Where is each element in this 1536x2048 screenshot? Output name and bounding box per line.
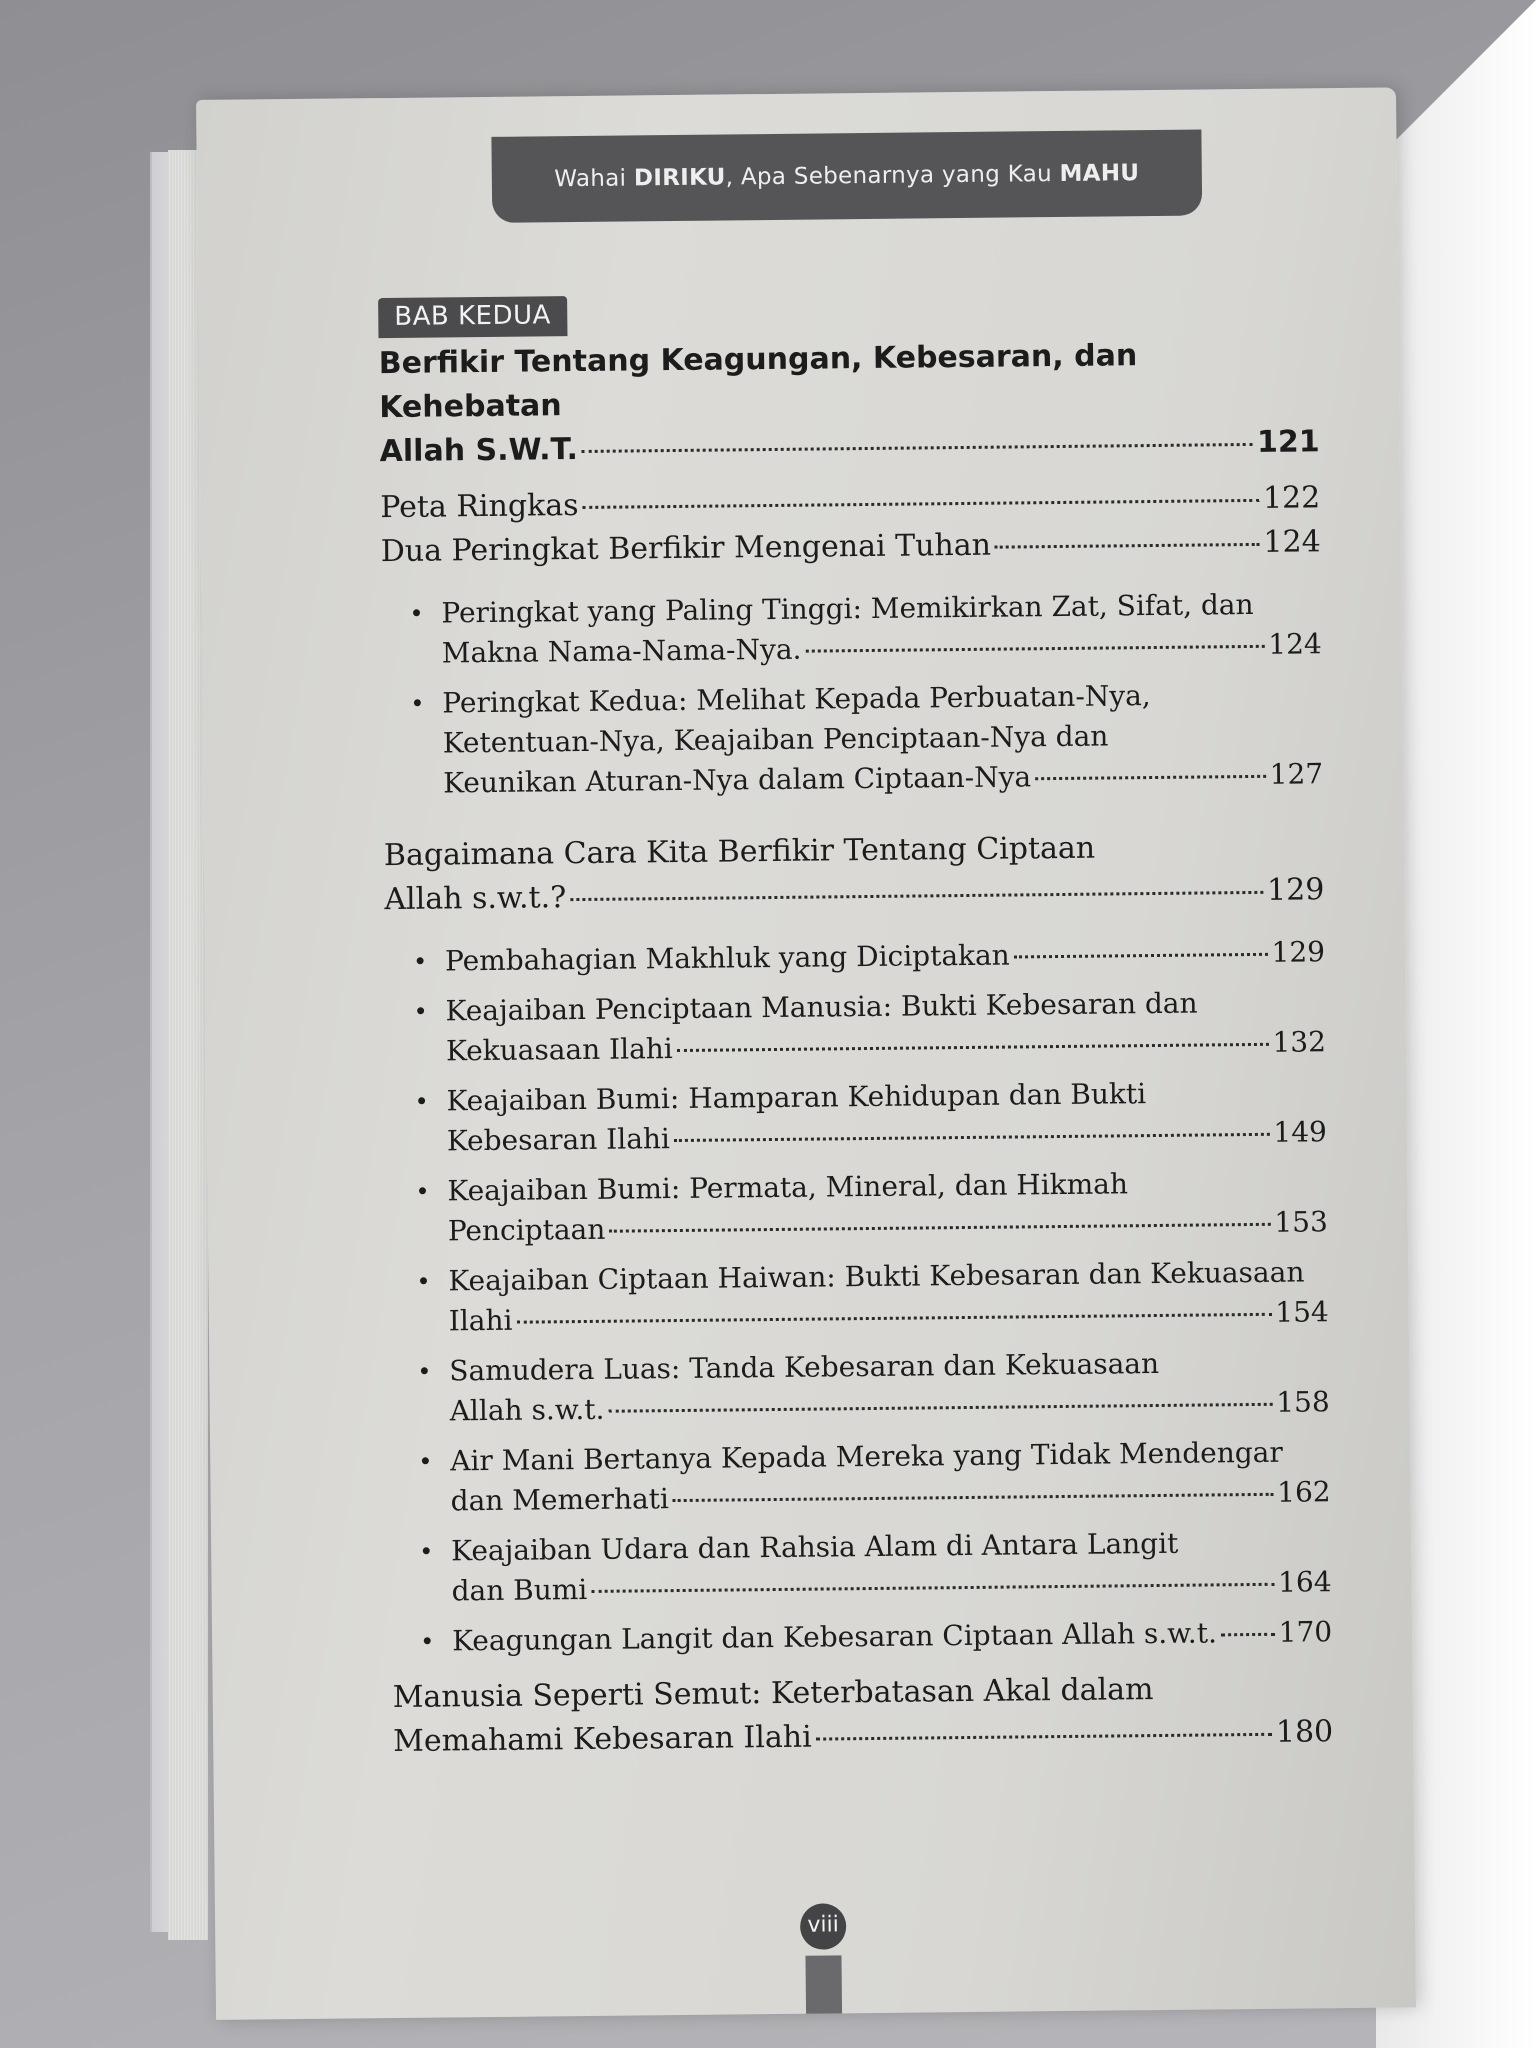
sub-entry-last-row [451, 1562, 1331, 1611]
dot-leader [609, 1223, 1270, 1233]
sub-entry-page-number: 149 [1273, 1115, 1328, 1149]
sub-entry-last-line: dan Bumi [451, 1572, 588, 1608]
header-bold-diriku: DIRIKU [633, 164, 726, 192]
sub-entry-line: Keajaiban Bumi: Hamparan Kehidupan dan Bukti [446, 1077, 1147, 1118]
sub-entry-last-row [447, 1112, 1327, 1161]
section-line: Bagaimana Cara Kita Berfikir Tentang Ciptaan [383, 830, 1096, 874]
chapter-title-line1: Berfikir Tentang Keagungan, Kebesaran, dan Kehebatan [378, 338, 1138, 426]
sub-entry-last-line: Kebesaran Ilahi [446, 1122, 671, 1158]
sub-entry-last-line: dan Memerhati [450, 1482, 670, 1518]
sub-entry [409, 584, 1322, 673]
entry-label: Peta Ringkas [380, 488, 579, 526]
bullet-icon: • [415, 1177, 430, 1206]
sub-entry-list [385, 932, 1332, 1662]
sub-entry [414, 1072, 1328, 1161]
dot-leader [995, 543, 1259, 549]
sub-entry-page-number: 129 [1271, 935, 1326, 969]
sub-entry-page-number: 124 [1268, 627, 1322, 661]
book-page [196, 87, 1416, 2019]
section-line: Manusia Seperti Semut: Keterbatasan Akal dalam [392, 1672, 1154, 1716]
sub-entry-page-number: 170 [1278, 1615, 1333, 1649]
sub-entry-last-line: Allah s.w.t. [449, 1392, 605, 1428]
sub-entry-last-row [452, 1612, 1332, 1661]
sub-entry [412, 932, 1326, 981]
dot-leader [673, 1493, 1273, 1502]
header-middle: , Apa Sebenarnya yang Kau [725, 160, 1060, 191]
bullet-icon: • [410, 689, 425, 718]
sub-entry-line: Keajaiban Bumi: Permata, Mineral, dan Hikmah [447, 1167, 1129, 1208]
sub-entry-page-number: 154 [1275, 1295, 1329, 1329]
section-page-number: 129 [1266, 872, 1325, 908]
dot-leader [674, 1133, 1270, 1142]
bullet-icon: • [413, 997, 428, 1026]
dot-leader [816, 1733, 1272, 1741]
bullet-icon: • [409, 599, 424, 628]
sub-entry-page-number: 132 [1272, 1025, 1327, 1059]
bullet-icon: • [420, 1627, 435, 1656]
table-of-contents [378, 288, 1333, 1764]
bullet-icon: • [414, 1087, 429, 1116]
sub-entry-last-line: Penciptaan [447, 1212, 606, 1248]
entry-page-number: 124 [1263, 524, 1321, 560]
dot-leader [517, 1313, 1272, 1324]
sub-entry-last-row [450, 1382, 1330, 1431]
sub-entry-last-line: Kekuasaan Ilahi [445, 1032, 673, 1068]
sub-entry-last-row [450, 1472, 1330, 1521]
sub-entry-last-row [446, 1022, 1326, 1071]
bullet-icon: • [416, 1267, 431, 1296]
sub-entry-last-line: Keunikan Aturan-Nya dalam Ciptaan-Nya [442, 760, 1032, 800]
bullet-icon: • [412, 947, 428, 976]
dot-leader [582, 443, 1253, 453]
sub-entry-line: Keajaiban Penciptaan Manusia: Bukti Kebesaran dan [445, 986, 1198, 1028]
sub-entry-line: Ketentuan-Nya, Keajaiban Penciptaan-Nya dan [442, 719, 1109, 760]
chapter-tag: BAB KEDUA [378, 296, 567, 338]
bullet-icon: • [418, 1447, 433, 1476]
sub-entry [419, 1522, 1332, 1611]
toc-section-entry [393, 1666, 1334, 1764]
sub-entry-last-line: Ilahi [448, 1303, 513, 1338]
header-prefix: Wahai [554, 165, 635, 193]
sub-entry-line: Samudera Luas: Tanda Kebesaran dan Kekuasaan [449, 1346, 1160, 1388]
sub-entry-page-number: 127 [1269, 757, 1324, 791]
running-header [491, 129, 1202, 222]
sub-entry-last-line: Keagungan Langit dan Kebesaran Ciptaan Allah s.w.t. [451, 1616, 1218, 1658]
sub-entry [417, 1342, 1330, 1431]
dot-leader [677, 1043, 1269, 1052]
sub-entry-last-row [442, 624, 1322, 673]
section-last-row [384, 868, 1324, 922]
sub-entry-page-number: 153 [1274, 1205, 1328, 1239]
sub-entry-line: Peringkat Kedua: Melihat Kepada Perbuatan-Nya, [442, 679, 1151, 720]
dot-leader [1035, 775, 1266, 780]
section-page-number: 180 [1275, 1714, 1334, 1750]
dot-leader [608, 1403, 1272, 1413]
sub-entry-page-number: 158 [1276, 1385, 1330, 1419]
sub-entry-page-number: 162 [1277, 1475, 1331, 1509]
dot-leader [805, 645, 1264, 653]
toc-section-entry [384, 824, 1325, 922]
section-last-line: Allah s.w.t.? [384, 880, 567, 918]
sub-entry [416, 1252, 1329, 1341]
bullet-icon: • [417, 1357, 432, 1386]
chapter-title-row [379, 420, 1319, 474]
sub-entry [410, 674, 1324, 803]
sub-entry [413, 982, 1327, 1071]
chapter-page-number: 121 [1256, 424, 1320, 460]
sub-entry-last-row [448, 1202, 1328, 1251]
toc-entry [381, 520, 1321, 574]
header-bold-mahu: MAHU [1059, 160, 1140, 187]
sub-entry-line: Keajaiban Udara dan Rahsia Alam di Antara Langit [451, 1526, 1179, 1568]
sub-entry-last-line: Makna Nama-Nama-Nya. [441, 632, 802, 670]
dot-leader [591, 1583, 1274, 1593]
footer-tab [805, 1955, 842, 2013]
dot-leader [583, 499, 1259, 509]
sub-entry [415, 1162, 1328, 1251]
sub-entry-line: Peringkat yang Paling Tinggi: Memikirkan Zat, Sifat, dan [441, 587, 1254, 630]
dot-leader [1014, 953, 1268, 959]
chapter-title [379, 332, 1320, 474]
sub-entry [420, 1612, 1333, 1661]
sub-entry [418, 1432, 1331, 1521]
sub-entry-last-row [445, 932, 1325, 981]
entry-label: Dua Peringkat Berfikir Mengenai Tuhan [380, 527, 992, 570]
sub-entry-last-row [443, 754, 1323, 803]
bullet-icon: • [419, 1537, 434, 1566]
dot-leader [570, 891, 1263, 901]
sub-entry-line: Keajaiban Ciptaan Haiwan: Bukti Kebesaran dan Kekuasaan [448, 1255, 1305, 1298]
page-number-badge: viii [800, 1903, 846, 1949]
sub-entry-page-number: 164 [1277, 1565, 1332, 1599]
sub-entry-list [381, 584, 1323, 804]
entry-page-number: 122 [1262, 480, 1321, 516]
section-last-line: Memahami Kebesaran Ilahi [393, 1719, 812, 1760]
section-last-row [393, 1710, 1333, 1764]
sub-entry-last-line: Pembahagian Makhluk yang Diciptakan [444, 938, 1010, 978]
dot-leader [1221, 1633, 1275, 1637]
sub-entry-line: Air Mani Bertanya Kepada Mereka yang Tidak Mendengar [450, 1435, 1283, 1478]
chapter-title-line2: Allah S.W.T. [379, 432, 579, 470]
